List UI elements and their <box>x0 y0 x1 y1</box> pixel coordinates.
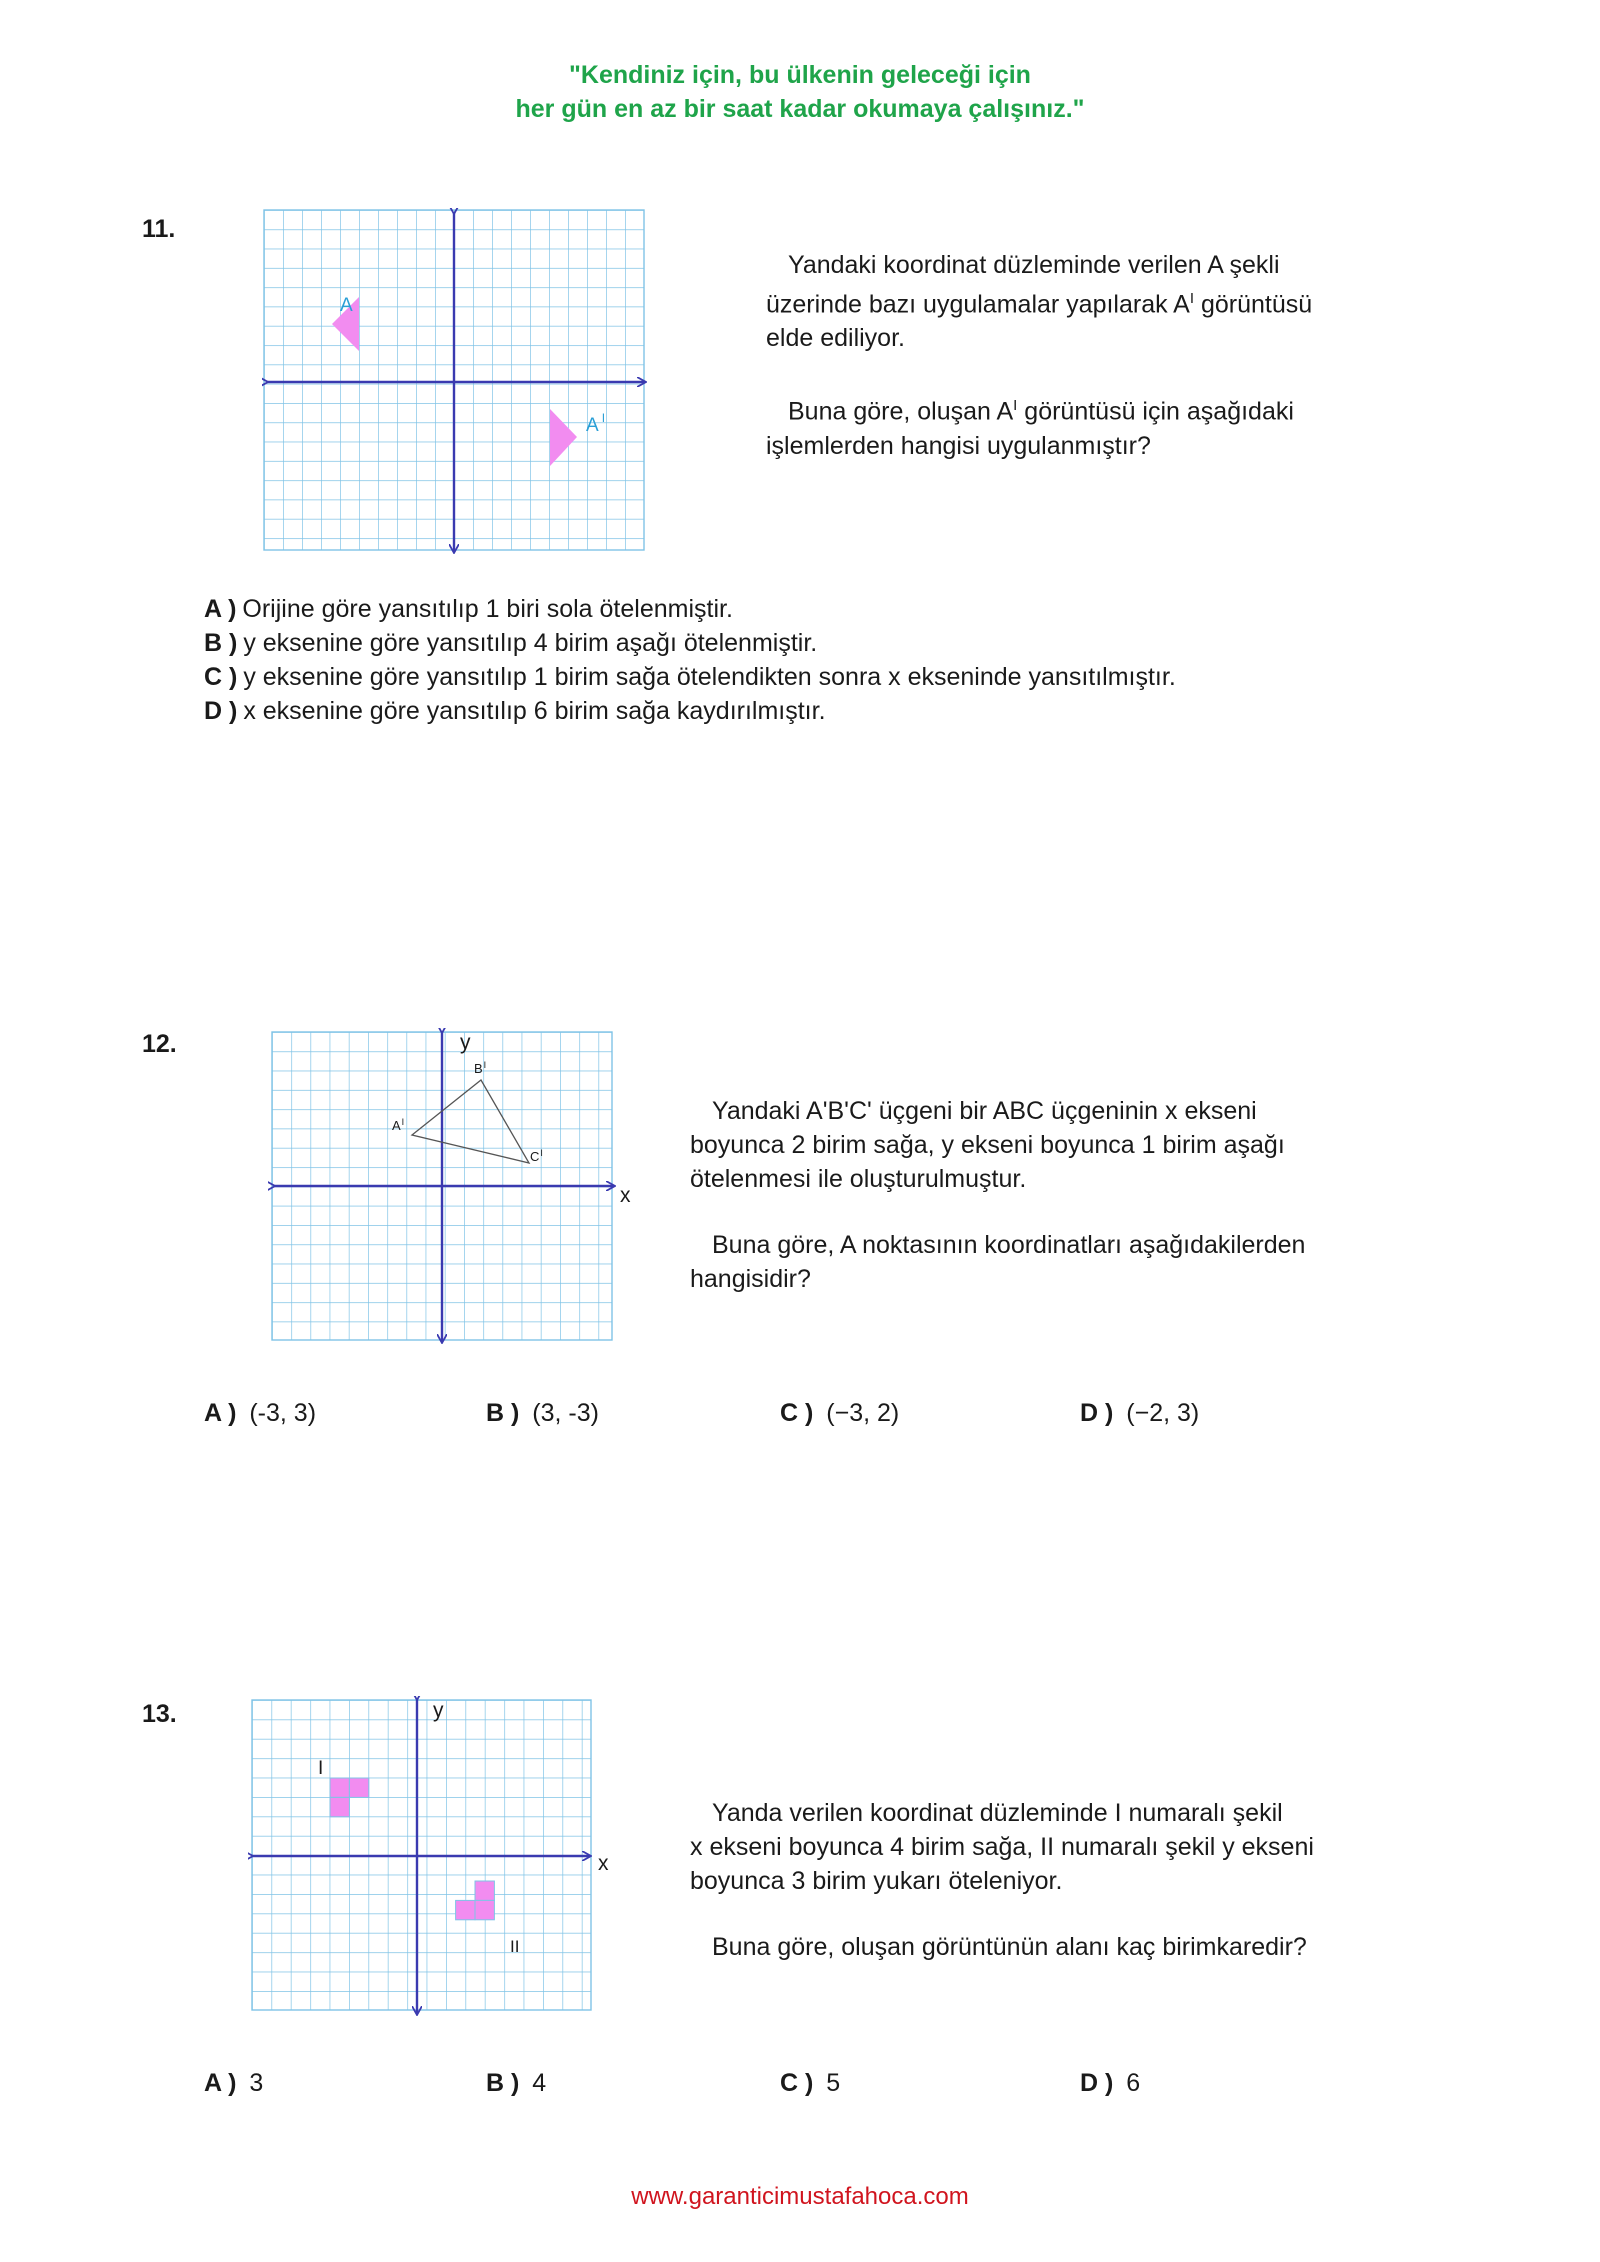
stem-line: Yandaki koordinat düzleminde verilen A şekli <box>788 251 1280 279</box>
question-11-option-a[interactable]: A ) Orijine göre yansıtılıp 1 biri sola ötelenmiştir. <box>204 595 733 623</box>
stem-line: Yanda verilen koordinat düzleminde I numaralı şekil <box>712 1799 1283 1827</box>
stem-line: elde ediliyor. <box>766 324 905 353</box>
question-13-coordinate-grid <box>248 1696 628 2022</box>
question-12-number: 12. <box>142 1030 177 1058</box>
stem-line: üzerinde bazı uygulamalar yapılarak $A^I$ görüntüsü <box>766 290 1313 319</box>
question-12-option-c[interactable]: C ) (−3, 2) <box>780 1399 900 1427</box>
label-a-prime: $A^I$ <box>392 1117 405 1133</box>
stem-line: Buna göre, oluşan görüntünün alanı kaç birimkaredir? <box>712 1933 1307 1961</box>
x-axis-label: x <box>620 1184 631 1207</box>
stem-line: x ekseni boyunca 4 birim sağa, II numaralı şekil y ekseni <box>690 1833 1314 1861</box>
label-c-prime: $C^I$ <box>530 1148 543 1164</box>
stem-line: Buna göre, A noktasının koordinatları aşağıdakilerden <box>712 1231 1306 1259</box>
motto-line-2: her gün en az bir saat kadar okumaya çalışınız." <box>515 95 1085 123</box>
question-13-option-c[interactable]: C ) 5 <box>780 2069 841 2097</box>
question-11-number: 11. <box>142 215 176 243</box>
question-11-stem <box>766 248 1366 463</box>
question-13-option-b[interactable]: B ) 4 <box>486 2069 547 2097</box>
label-a: A <box>340 295 353 316</box>
question-12-option-d[interactable]: D ) (−2, 3) <box>1080 1399 1200 1427</box>
stem-line: boyunca 2 birim sağa, y ekseni boyunca 1 birim aşağı <box>690 1131 1285 1159</box>
motto-line-1: "Kendiniz için, bu ülkenin geleceği için <box>569 61 1031 89</box>
stem-line: ötelenmesi ile oluşturulmuştur. <box>690 1165 1027 1193</box>
question-12-option-a[interactable]: A ) (-3, 3) <box>204 1399 317 1427</box>
stem-line: Yandaki A'B'C' üçgeni bir ABC üçgeninin x ekseni <box>712 1097 1257 1125</box>
label-a-prime: A $^I$ <box>586 411 606 436</box>
question-12-stem <box>690 1094 1410 1296</box>
footer-url-link[interactable]: www.garanticimustafahoca.com <box>631 2183 969 2210</box>
question-11-coordinate-grid <box>262 208 650 558</box>
question-13-option-d[interactable]: D ) 6 <box>1080 2069 1141 2097</box>
question-13-number: 13. <box>142 1700 177 1728</box>
question-12-coordinate-grid <box>268 1028 648 1350</box>
x-axis-label: x <box>598 1852 609 1875</box>
stem-line: Buna göre, oluşan $A^I$ görüntüsü için aşağıdaki <box>788 397 1294 426</box>
question-11-option-c[interactable]: C ) y eksenine göre yansıtılıp 1 birim sağa ötelendikten sonra x ekseninde yansıtılmıştır. <box>204 663 1176 691</box>
stem-line: işlemlerden hangisi uygulanmıştır? <box>766 431 1151 460</box>
stem-line: hangisidir? <box>690 1265 811 1293</box>
question-13-stem <box>690 1796 1410 1964</box>
label-shape-i: I <box>318 1758 324 1779</box>
question-12-option-b[interactable]: B ) (3, -3) <box>486 1399 599 1427</box>
stem-line: boyunca 3 birim yukarı öteleniyor. <box>690 1867 1063 1895</box>
y-axis-label: y <box>433 1699 444 1722</box>
question-11-option-d[interactable]: D ) x eksenine göre yansıtılıp 6 birim sağa kaydırılmıştır. <box>204 697 826 725</box>
label-b-prime: $B^I$ <box>474 1060 487 1076</box>
label-shape-ii: II <box>510 1937 520 1956</box>
y-axis-label: y <box>460 1031 471 1054</box>
question-11-option-b[interactable]: B ) y eksenine göre yansıtılıp 4 birim aşağı ötelenmiştir. <box>204 629 818 657</box>
question-13-option-a[interactable]: A ) 3 <box>204 2069 264 2097</box>
